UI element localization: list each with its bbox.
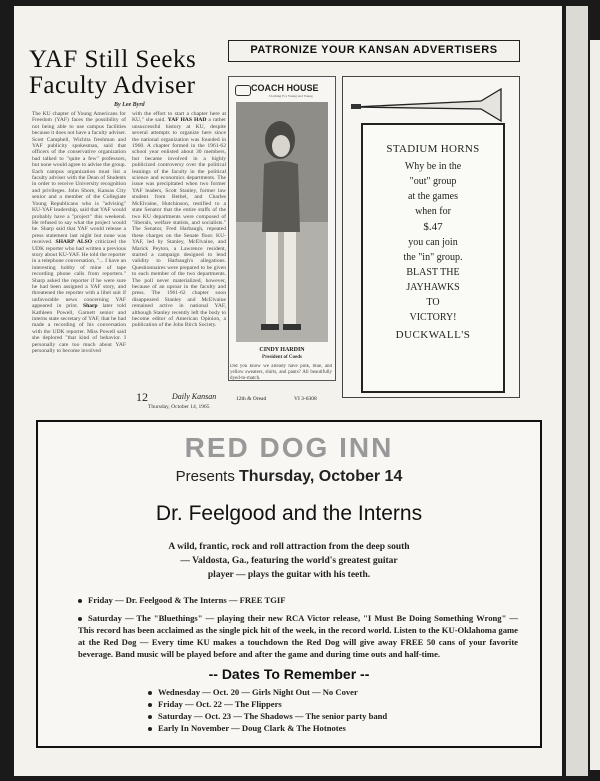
bullet-dot [148,703,152,707]
horns-line-2: "out" group [409,176,457,187]
col2-text-b: a rather unsuccessful history at KU, despite several attempts to organize here since the national organization was founded in 1960. A chapter formed in the 1961-62 school year enlisted about 30 members, but became involved in a highly publicized controversy over the political leanings of the faculty in the political science and economics departments. The issue was precipitated when two former YAF leaders, Scott Stanley, former law student from Bethel, and Charles McElvaine, Hutchinson, testified to a state Senator that the entire staffs of the two KU departments were composed of "liberals, welfare statists, and socialists." The Senator, Fred Harbaugh, repeated these charges on the Senate floor. KU-YAF, led by Stanley, McElvaine, and Marick Peyton, a Lawrence resident, started a campaign designed to lend validity to Harbaugh's allegations. Questionnaires were prepared to be given to each member of the two departments. The poll never materialized, however, because of an uproar in the faculty and press. The 1961-62 chapter soon disappeared Stanley and McElvaine remained active in national YAF, although Stanley recently left the body to become editor of American Opinion, a publication of the John Birch Society. [132,117,226,329]
date-item [148,698,508,710]
event-date: Thursday, October 14 [239,468,403,485]
bullet-dot [148,715,152,719]
coach-house-logo: COACH HOUSE [251,83,319,93]
horns-line-3: at the games [408,191,458,202]
headline-line-1: YAF Still Seeks [29,46,197,73]
patronize-banner: PATRONIZE YOUR KANSAN ADVERTISERS [228,40,520,62]
col1-lead2: SHARP ALSO [55,239,93,246]
background-page-edge [590,40,600,770]
coach-phone: VI 3-6308 [294,396,317,402]
bullet-saturday [78,612,518,660]
horns-line-7: BLAST THE [406,267,460,278]
horns-price: $.47 [423,221,443,233]
horns-line-4: when for [415,206,451,217]
date-item [148,686,508,698]
horns-title: STADIUM HORNS [386,143,480,155]
act-desc-2: — Valdosta, Ga., featuring the world's greatest guitar [180,556,398,566]
dates-title: -- Dates To Remember -- [208,666,370,682]
bullet-friday-text: Friday — Dr. Feelgood & The Interns — FREE TGIF [88,595,286,605]
presents-label: Presents [175,468,235,485]
col1-text-b: criticized the UDK reporter who had written a previous story about KU-YAF. He told the reporter in a telephone conversation, "... I have an interesting hobby of mine of tape recording phone calls from reporters." Sharp asked the reporter if he were sure he had been assigned a YAF story, and threatened the reporter with a libel suit if unfavorable news concerning YAF appeared in print. [32,239,126,310]
coach-address: 12th & Oread [236,396,267,402]
headline-line-2: Faculty Adviser [29,72,196,99]
col2-text-a: with the effort to start a chapter here at KU," she said. [132,111,226,124]
headline-act: Dr. Feelgood and the Interns [155,502,423,525]
article-column-1 [32,111,126,416]
inn-name: RED DOG INN [184,432,394,463]
dates-list [148,686,508,734]
horns-line-1: Why be in the [404,161,462,172]
date-item [148,722,508,734]
act-description [38,540,540,582]
bullet-dot [78,599,82,603]
col1-text-c: later told Kathleen Powell, Garnett senior and interns state secretary of YAF, that he had made a recording of his conversation with the UDK reporter. Miss Powell said she deplored "that kind of behavior. I personally care too much about YAF personally to become involved [32,303,126,355]
coach-icon [235,85,251,96]
horn-flag [361,123,505,393]
bullet-saturday-text: Saturday — The "Bluethings" — playing their new RCA Victor release, "I Must Be Doing Something Wrong" — This record has been acclaimed as the single pick hit of the week, in the record world. Listen to the KU-Oklahoma game at the Red Dog — Every time KU makes a touchdown the Red Dog will give away FREE 50 cans of your favorite beverage. Band music will be played before and after the game and during time outs and half-time. [78,613,518,659]
article-column-2 [132,111,226,386]
horns-line-10: VICTORY! [409,312,457,323]
bullet-dot [148,691,152,695]
folio-page-number: 12 [136,390,148,404]
horn-icon [351,85,511,125]
date-item-text: Friday — Oct. 22 — The Flippers [158,699,282,709]
folio-date: Thursday, October 14, 1965 [148,404,210,410]
bullet-dot [148,727,152,731]
coach-house-ad [228,76,336,381]
col1-lead3: Sharp [83,303,98,310]
date-item-text: Wednesday — Oct. 20 — Girls Night Out — No Cover [158,687,358,697]
red-dog-inn-ad [36,420,542,748]
stadium-horns-ad [342,76,520,398]
coach-copy: Did you know we already have pink, blue, and yellow sweaters, shirts, and pants? All beautifully dyed-to-match. [230,364,332,381]
bullet-friday [78,594,518,606]
col1-text: The KU chapter of Young Americans for Freedom (YAF) faces the possibility of not being able to use campus facilities because it does not have a faculty adviser. Scott Campbell, Wichita freshman and YAF publicity spokesman, said that officers of the conservative organization had talked to "quite a few" professors, but none would agree to advise the group. Each campus organization must list a faculty adviser with the Dean of Students in order to receive University recognition and privileges. John Shore, Kansas City senior and a member of the Collegiate Young Republicans who is "advising" KU-YAF leadership, said that YAF would probably have a "project" this weekend. He refused to say what the project would be. Sharp said that YAF would release a press statement last night but none was received. [32,111,126,246]
model-name: CINDY HARDIN [259,347,305,353]
model-title: President of Coeds [262,355,302,360]
newspaper-page [14,6,562,776]
presents-line [38,468,540,486]
horns-line-8: JAYHAWKS [406,282,460,293]
horns-line-6: the "in" group. [403,252,463,263]
col2-lead: YAF HAS HAD [167,117,207,124]
date-item-text: Saturday — Oct. 23 — The Shadows — The senior party band [158,711,388,721]
date-item-text: Early In November — Doug Clark & The Hotnotes [158,723,346,733]
horns-store: DUCKWALL'S [395,329,471,341]
act-desc-1: A wild, frantic, rock and roll attraction from the deep south [168,542,410,552]
bullet-dot [78,617,82,621]
folio-paper-name: Daily Kansan [172,392,217,401]
horns-line-5: you can join [408,237,458,248]
adjacent-page-edge [566,6,588,776]
coach-tagline: Clothing For Young and Young [269,94,313,98]
byline: By Lee Byrd [114,102,145,108]
model-photo [236,102,328,342]
date-item [148,710,508,722]
horns-line-9: TO [426,297,440,308]
act-desc-3: player — plays the guitar with his teeth. [207,570,371,580]
